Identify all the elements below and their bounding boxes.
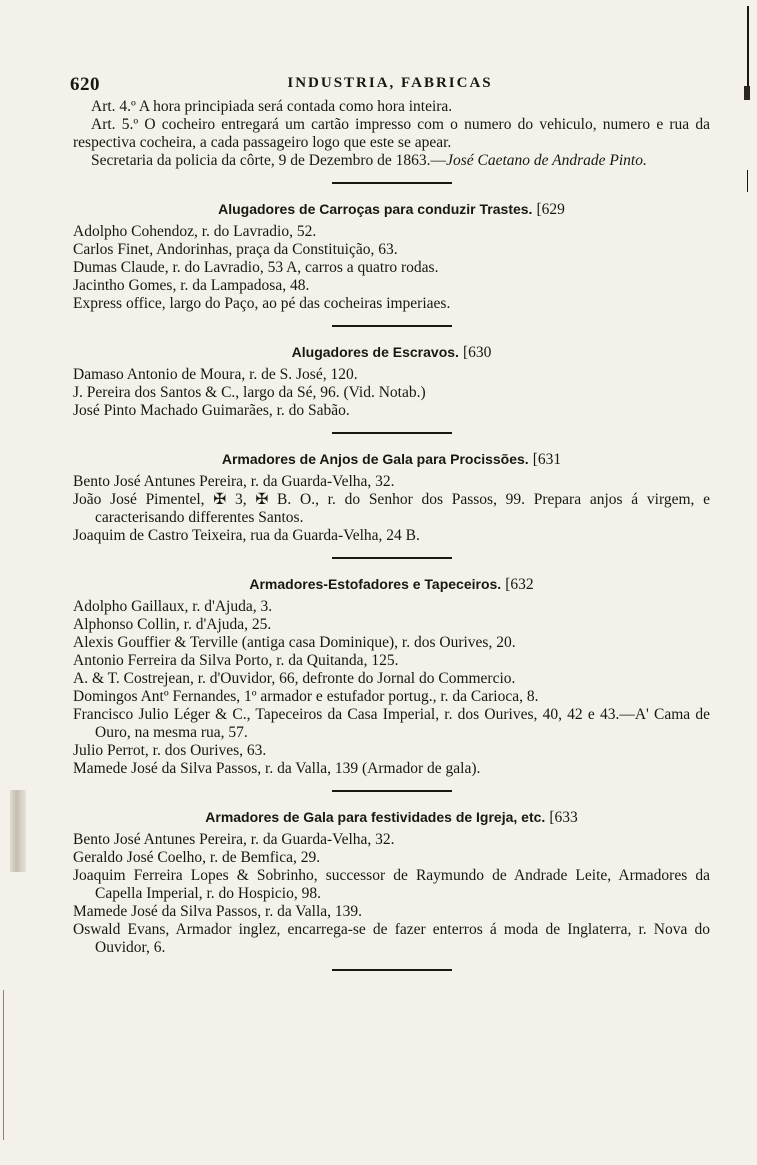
secretaria-date: Secretaria da policia da côrte, 9 de Dezembro de 1863.— xyxy=(91,152,447,169)
section-heading xyxy=(73,808,710,827)
entry: Alexis Gouffier & Terville (antiga casa Dominique), r. dos Ourives, 20. xyxy=(73,634,516,651)
entry: João José Pimentel, ✠ 3, ✠ B. O., r. do Senhor dos Passos, 99. Prepara anjos á virgem, e caracterisando differentes Santos. xyxy=(73,491,710,526)
entry: Antonio Ferreira da Silva Porto, r. da Quitanda, 125. xyxy=(73,652,399,669)
section-title: Armadores de Gala para festividades de Igreja, etc. xyxy=(205,809,546,825)
section-title: Alugadores de Carroças para conduzir Trastes. xyxy=(218,201,533,217)
article-4: Art. 4.º A hora principiada será contada como hora inteira. xyxy=(91,98,453,115)
section-heading xyxy=(73,575,710,594)
left-edge-line xyxy=(3,990,4,1140)
section-rule xyxy=(332,182,452,184)
section-rule xyxy=(332,557,452,559)
right-margin-line xyxy=(747,170,748,192)
entry: Joaquim Ferreira Lopes & Sobrinho, successor de Raymundo de Andrade Leite, Armadores da Capella Imperial, r. do Hospicio, 98. xyxy=(73,867,710,902)
entry: Bento José Antunes Pereira, r. da Guarda-Velha, 32. xyxy=(73,831,395,848)
section-heading xyxy=(73,200,710,219)
page-number: 620 xyxy=(70,74,100,95)
section-heading xyxy=(73,343,710,362)
section-rule xyxy=(332,432,452,434)
entry: Domingos Antº Fernandes, 1º armador e estufador portug., r. da Carioca, 8. xyxy=(73,688,539,705)
entry: Mamede José da Silva Passos, r. da Valla, 139. xyxy=(73,903,363,920)
section-number: [632 xyxy=(505,576,534,593)
entry: Mamede José da Silva Passos, r. da Valla, 139 (Armador de gala). xyxy=(73,760,481,777)
section-title: Armadores-Estofadores e Tapeceiros. xyxy=(249,576,502,592)
section-number: [633 xyxy=(549,809,578,826)
entry: Adolpho Gaillaux, r. d'Ajuda, 3. xyxy=(73,598,273,615)
section-rule xyxy=(332,325,452,327)
entry: A. & T. Costrejean, r. d'Ouvidor, 66, defronte do Jornal do Commercio. xyxy=(73,670,516,687)
running-title: INDUSTRIA, FABRICAS xyxy=(287,75,493,91)
section-number: [629 xyxy=(536,201,565,218)
entry: Joaquim de Castro Teixeira, rua da Guarda-Velha, 24 B. xyxy=(73,527,420,544)
entry: Damaso Antonio de Moura, r. de S. José, 120. xyxy=(73,366,358,383)
article-5: Art. 5.º O cocheiro entregará um cartão impresso com o numero do vehiculo, numero e rua da respectiva cocheira, a cada passageiro logo que este se apear. xyxy=(73,116,710,151)
entry: Carlos Finet, Andorinhas, praça da Constituição, 63. xyxy=(73,241,398,258)
section-heading xyxy=(73,450,710,469)
section-number: [630 xyxy=(462,344,492,361)
entry: Alphonso Collin, r. d'Ajuda, 25. xyxy=(73,616,272,633)
entry: José Pinto Machado Guimarães, r. do Sabão. xyxy=(73,402,350,419)
right-margin-line xyxy=(747,6,749,90)
entry: Adolpho Cohendoz, r. do Lavradio, 52. xyxy=(73,223,317,240)
entry: J. Pereira dos Santos & C., largo da Sé, 96. (Vid. Notab.) xyxy=(73,384,426,401)
section-number: [631 xyxy=(532,451,562,468)
page-header xyxy=(70,74,710,96)
entry: Francisco Julio Léger & C., Tapeceiros da Casa Imperial, r. dos Ourives, 40, 42 e 43.—A' Cama de Ouro, na mesma rua, 57. xyxy=(73,706,710,741)
section-title: Alugadores de Escravos. xyxy=(291,344,459,360)
entry: Bento José Antunes Pereira, r. da Guarda-Velha, 32. xyxy=(73,473,395,490)
binding-shadow xyxy=(10,790,26,872)
section-rule xyxy=(332,969,452,971)
margin-mark xyxy=(744,86,750,100)
entry: Julio Perrot, r. dos Ourives, 63. xyxy=(73,742,267,759)
entry: Jacintho Gomes, r. da Lampadosa, 48. xyxy=(73,277,310,294)
section-title: Armadores de Anjos de Gala para Procissões. xyxy=(221,451,529,467)
page-content xyxy=(73,98,710,971)
entry: Dumas Claude, r. do Lavradio, 53 A, carros a quatro rodas. xyxy=(73,259,439,276)
signature: José Caetano de Andrade Pinto. xyxy=(446,152,647,169)
entry: Oswald Evans, Armador inglez, encarrega-se de fazer enterros á moda de Inglaterra, r. Nova do Ouvidor, 6. xyxy=(73,921,710,956)
entry: Express office, largo do Paço, ao pé das cocheiras imperiaes. xyxy=(73,295,451,312)
section-rule xyxy=(332,790,452,792)
secretaria-line xyxy=(73,152,710,170)
entry: Geraldo José Coelho, r. de Bemfica, 29. xyxy=(73,849,321,866)
